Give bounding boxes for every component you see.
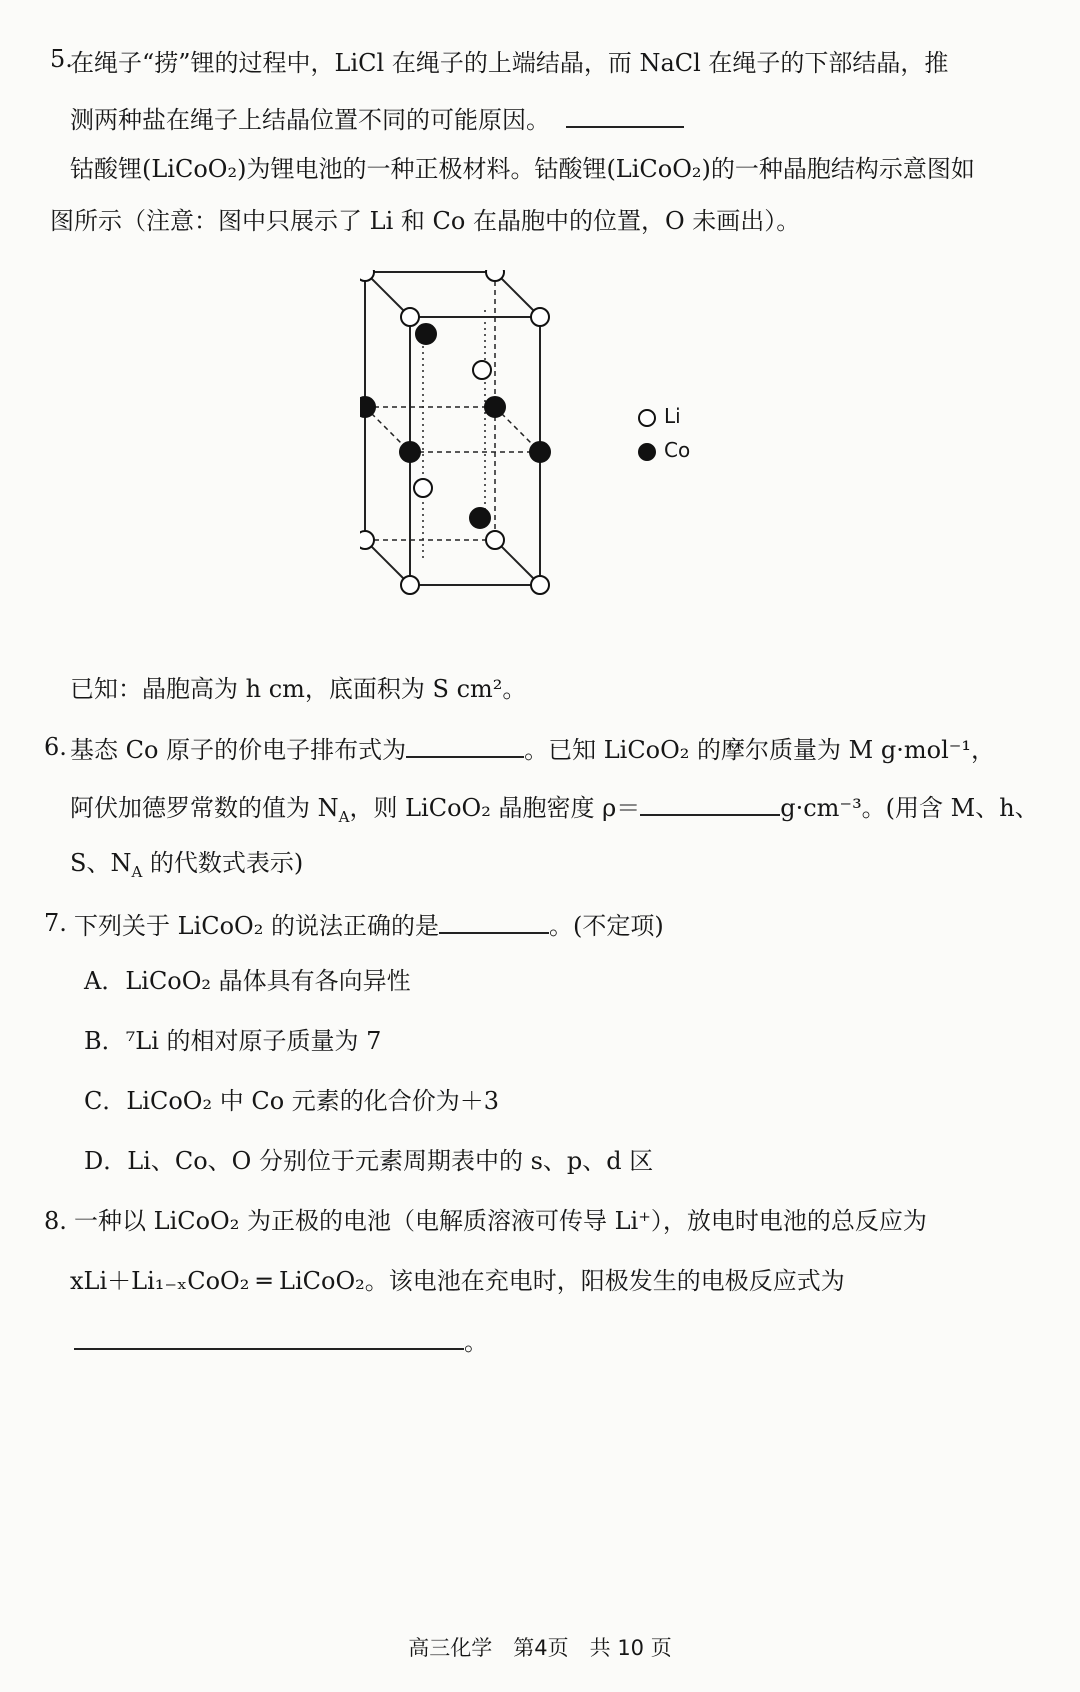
q5-number: 5. (50, 45, 73, 73)
crystal-cell-figure (360, 270, 580, 600)
q6-na-sub2: A (131, 862, 143, 881)
q6-electron-config-blank[interactable] (406, 730, 524, 758)
li-atom (401, 576, 419, 594)
legend-li (638, 404, 681, 428)
li-legend-icon (638, 409, 656, 427)
q6-line2 (70, 788, 1039, 834)
co-atom (485, 397, 505, 417)
li-atom (531, 308, 549, 326)
li-atom (473, 361, 491, 379)
q6-line3 (70, 846, 303, 889)
co-legend-icon (638, 443, 656, 461)
q6-part1: 基态 Co 原子的价电子排布式为 (70, 736, 407, 764)
co-atom (400, 442, 420, 462)
co-atom (416, 324, 436, 344)
q6-line1 (70, 730, 995, 767)
q7-answer-blank[interactable] (439, 906, 549, 934)
cell-hidden-edges (365, 272, 540, 560)
legend-li-label: Li (664, 404, 681, 428)
cell-edges (365, 272, 540, 585)
intro-line1: 钴酸锂(LiCoO₂)为锂电池的一种正极材料。钴酸锂(LiCoO₂)的一种晶胞结构示意图如 (70, 155, 975, 183)
co-atom (360, 397, 375, 417)
q8-line2: xLi＋Li₁₋ₓCoO₂ ═ LiCoO₂。该电池在充电时，阳极发生的电极反应式为 (70, 1267, 845, 1295)
q6-line2b: ，则 LiCoO₂ 晶胞密度 ρ＝ (349, 794, 641, 822)
li-atom (486, 270, 504, 281)
q6-line3b: 的代数式表示) (142, 849, 304, 877)
li-atom (414, 479, 432, 497)
li-atom (531, 576, 549, 594)
known-text: 已知：晶胞高为 h cm，底面积为 S cm²。 (70, 675, 527, 703)
q5-line2-text: 测两种盐在绳子上结晶位置不同的可能原因。 (70, 106, 550, 134)
li-atom (486, 531, 504, 549)
co-atom (470, 508, 490, 528)
intro-line2: 图所示（注意：图中只展示了 Li 和 Co 在晶胞中的位置，O 未画出）。 (50, 207, 801, 235)
q6-line3a: S、N (70, 849, 132, 877)
legend-co (638, 438, 690, 462)
q6-na-sub: A (338, 807, 350, 826)
q8-line1: 一种以 LiCoO₂ 为正极的电池（电解质溶液可传导 Li⁺），放电时电池的总反应为 (74, 1207, 927, 1235)
q5-line1: 在绳子“捞”锂的过程中，LiCl 在绳子的上端结晶，而 NaCl 在绳子的下部结晶，推 (70, 49, 949, 77)
page-footer: 高三化学 第4页 共 10 页 (408, 1636, 672, 1660)
li-atom (401, 308, 419, 326)
q5-answer-blank[interactable] (566, 100, 684, 128)
q7-stem-a: 下列关于 LiCoO₂ 的说法正确的是 (74, 912, 439, 940)
q8-line3 (74, 1322, 488, 1359)
q7-number: 7. (44, 909, 67, 937)
q6-density-blank[interactable] (640, 788, 780, 816)
q6-line2a: 阿伏加德罗常数的值为 N (70, 794, 339, 822)
q6-part2: 。已知 LiCoO₂ 的摩尔质量为 M g·mol⁻¹， (524, 736, 996, 764)
q7-option-c: C．LiCoO₂ 中 Co 元素的化合价为＋3 (84, 1087, 500, 1115)
q7-option-d: D．Li、Co、O 分别位于元素周期表中的 s、p、d 区 (84, 1147, 654, 1175)
q7-stem (74, 906, 664, 943)
q7-option-b: B．⁷Li 的相对原子质量为 7 (84, 1027, 382, 1055)
q7-option-a: A．LiCoO₂ 晶体具有各向异性 (84, 967, 411, 995)
legend-co-label: Co (664, 438, 691, 462)
q5-line2 (70, 100, 684, 137)
q8-electrode-reaction-blank[interactable] (74, 1322, 464, 1350)
q8-end: 。 (464, 1328, 488, 1356)
q6-number: 6. (44, 733, 67, 761)
co-atom (530, 442, 550, 462)
li-atom (360, 531, 374, 549)
q6-line2c: g·cm⁻³。(用含 M、h、 (780, 794, 1039, 822)
q8-number: 8. (44, 1207, 67, 1235)
q7-stem-b: 。(不定项) (548, 912, 664, 940)
